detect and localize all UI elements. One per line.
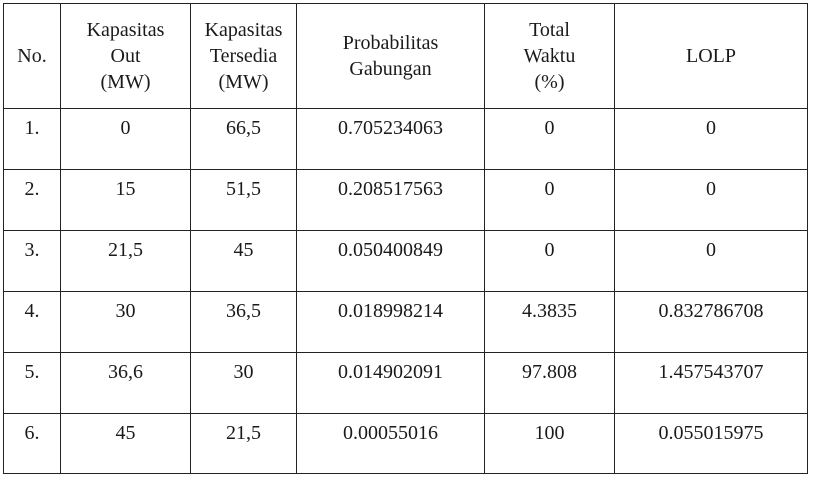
header-line: Total	[529, 19, 570, 41]
cell-no: 5.	[4, 353, 61, 414]
cell-kapasitas-tersedia: 45	[191, 231, 297, 292]
cell-no: 4.	[4, 292, 61, 353]
cell-total-waktu: 100	[485, 414, 615, 474]
table-row	[4, 292, 808, 353]
header-line: Waktu	[523, 45, 576, 67]
header-line: Kapasitas	[204, 19, 283, 41]
cell-no: 6.	[4, 414, 61, 474]
header-total-waktu	[485, 4, 615, 109]
cell-probabilitas: 0.208517563	[297, 170, 485, 231]
table-row	[4, 109, 808, 170]
table-row	[4, 414, 808, 474]
cell-probabilitas: 0.00055016	[297, 414, 485, 474]
cell-total-waktu: 0	[485, 170, 615, 231]
cell-lolp: 0	[615, 109, 808, 170]
cell-kapasitas-out: 30	[61, 292, 191, 353]
cell-total-waktu: 0	[485, 109, 615, 170]
cell-kapasitas-out: 21,5	[61, 231, 191, 292]
header-line: Gabungan	[349, 58, 432, 80]
cell-no: 3.	[4, 231, 61, 292]
header-probabilitas-gabungan	[297, 4, 485, 109]
cell-probabilitas: 0.018998214	[297, 292, 485, 353]
header-line: (MW)	[218, 71, 269, 93]
cell-kapasitas-tersedia: 21,5	[191, 414, 297, 474]
cell-total-waktu: 4.3835	[485, 292, 615, 353]
header-line: (MW)	[100, 71, 151, 93]
cell-kapasitas-out: 15	[61, 170, 191, 231]
cell-kapasitas-tersedia: 66,5	[191, 109, 297, 170]
table-row	[4, 231, 808, 292]
table-row	[4, 170, 808, 231]
cell-probabilitas: 0.014902091	[297, 353, 485, 414]
cell-lolp: 0.832786708	[615, 292, 808, 353]
cell-total-waktu: 97.808	[485, 353, 615, 414]
cell-lolp: 0.055015975	[615, 414, 808, 474]
cell-no: 1.	[4, 109, 61, 170]
cell-no: 2.	[4, 170, 61, 231]
header-line: Probabilitas	[342, 32, 439, 54]
header-line: Kapasitas	[86, 19, 165, 41]
header-line: Tersedia	[209, 45, 278, 67]
cell-kapasitas-out: 36,6	[61, 353, 191, 414]
lolp-table	[3, 3, 808, 474]
header-no-line: No.	[17, 45, 47, 67]
lolp-table-container	[3, 3, 808, 474]
cell-kapasitas-tersedia: 36,5	[191, 292, 297, 353]
header-lolp	[615, 4, 808, 109]
header-line: Out	[110, 45, 141, 67]
cell-kapasitas-tersedia: 30	[191, 353, 297, 414]
cell-kapasitas-tersedia: 51,5	[191, 170, 297, 231]
cell-lolp: 0	[615, 231, 808, 292]
header-kapasitas-out	[61, 4, 191, 109]
cell-total-waktu: 0	[485, 231, 615, 292]
cell-probabilitas: 0.705234063	[297, 109, 485, 170]
header-lolp-line: LOLP	[686, 45, 736, 67]
cell-kapasitas-out: 0	[61, 109, 191, 170]
header-row	[4, 4, 808, 109]
cell-probabilitas: 0.050400849	[297, 231, 485, 292]
cell-lolp: 0	[615, 170, 808, 231]
cell-kapasitas-out: 45	[61, 414, 191, 474]
header-kapasitas-tersedia	[191, 4, 297, 109]
header-no	[4, 4, 61, 109]
cell-lolp: 1.457543707	[615, 353, 808, 414]
header-line: (%)	[534, 71, 565, 93]
table-row	[4, 353, 808, 414]
